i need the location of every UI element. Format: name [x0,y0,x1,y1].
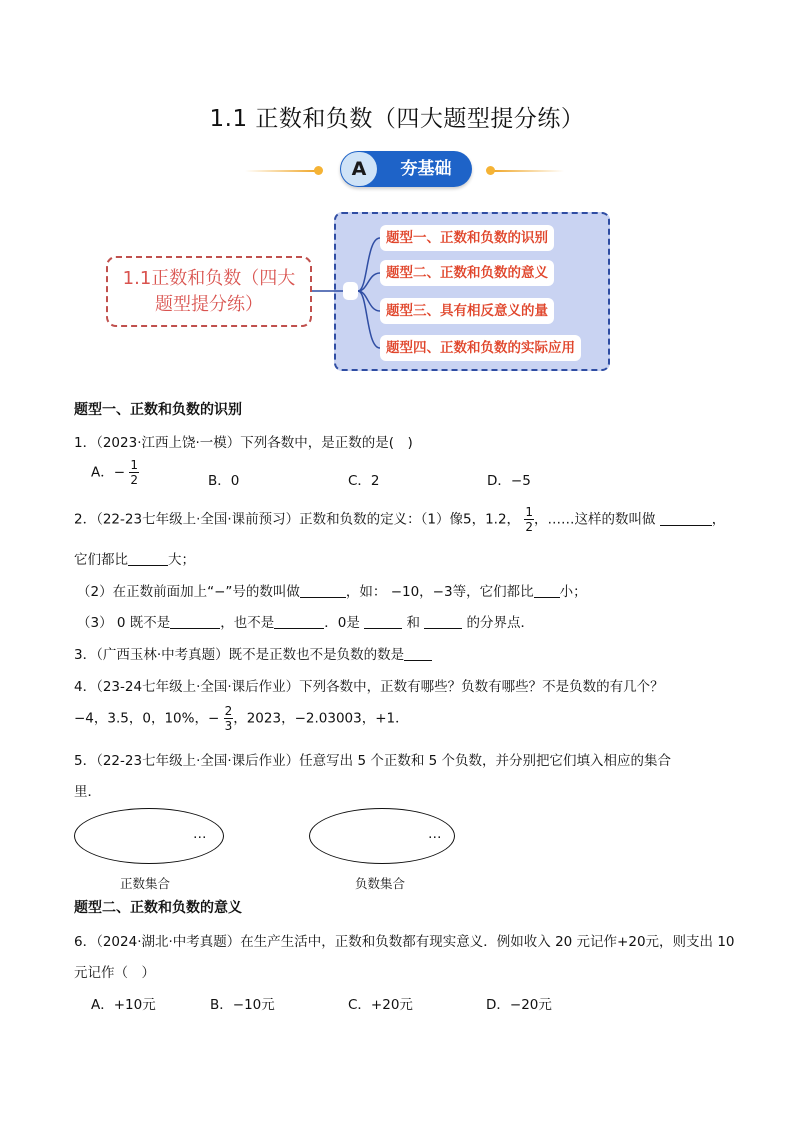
fraction-denominator: 2 [130,473,138,487]
q1-option-c: C．2 [348,473,380,489]
question-3 [74,643,432,663]
mindmap-node-type4: 题型四、正数和负数的实际应用 [380,335,581,361]
q2-line1-post: ，……这样的数叫做 [533,511,656,528]
q6-option-b: B．−10元 [210,997,275,1013]
answer-blank [364,614,402,629]
q2-line3-end: 小； [559,584,587,600]
q2-line1-end: ， [711,511,726,528]
q2-line4-end: 的分界点． [466,615,535,631]
answer-blank [534,583,560,598]
q2-line3-mid: ，如： [345,584,387,600]
q6-option-d: D．−20元 [486,997,552,1013]
negative-set-dots: … [428,826,442,842]
positive-set-dots: … [193,826,207,842]
question-2-line2 [74,548,195,568]
mindmap-node-type3: 题型三、具有相反意义的量 [380,298,554,324]
q2-line3-pre: （2）在正数前面加上“−”号的数叫做 [77,584,300,600]
q3-text: 3．（广西玉林·中考真题）既不是正数也不是负数的数是 [74,647,405,663]
mindmap-root [106,256,312,327]
page-title: 1.1 正数和负数（四大题型提分练） [209,106,585,132]
question-5-line2: 里． [74,784,101,800]
question-2-line3 [77,580,587,600]
q6-option-a: A．+10元 [91,997,156,1013]
question-2-line4 [77,611,534,631]
fraction-denominator: 3 [224,719,233,733]
negative-set-label: 负数集合 [355,876,406,891]
q4-numbers-pre: −4，3.5，0，10%，− [74,710,220,727]
q6-option-c: C．+20元 [348,997,413,1013]
q1-option-a-prefix: A．− [91,464,126,481]
mindmap-root-line1: 1.1正数和负数（四大 [122,268,296,289]
section1-heading: 题型一、正数和负数的识别 [74,402,242,418]
q2-fraction [524,505,534,534]
answer-blank [300,583,346,598]
mindmap-hub [343,282,358,300]
q2-line3-vals: −10，−3等，它们都比 [390,584,534,600]
q1-option-b: B．0 [208,473,240,489]
answer-blank [170,614,220,629]
question-4: 4．（23-24七年级上·全国·课后作业）下列各数中，正数有哪些？负数有哪些？不是负数的有几个？ [74,679,664,695]
q1-option-a-fraction [129,458,139,487]
question-5-line1: 5．（22-23七年级上·全国·课后作业）任意写出 5 个正数和 5 个负数，并分别把它们填入相应的集合 [74,753,671,769]
q2-line2-pre: 它们都比 [74,552,128,568]
fraction-denominator: 2 [525,520,533,534]
fraction-numerator: 1 [130,458,138,472]
answer-blank [424,614,462,629]
question-6-line1: 6．（2024·湖北·中考真题）在生产生活中，正数和负数都有现实意义．例如收入 20 元记作+20元，则支出 10 [74,934,735,950]
q4-numbers-post: ，2023，−2.03003，+1． [233,710,409,727]
answer-blank [128,551,168,566]
answer-blank [274,614,324,629]
q2-line2-post: 大； [168,552,195,568]
question-4-numbers [74,704,409,733]
mindmap-node-type2: 题型二、正数和负数的意义 [380,260,554,286]
answer-blank [404,646,432,661]
q2-line4-mid2: ．0是 [324,615,360,631]
banner-letter-badge: A [341,152,377,186]
q1-option-d: D．−5 [487,473,531,489]
mindmap-node-type1: 题型一、正数和负数的识别 [380,225,554,251]
fraction-numerator: 2 [224,704,233,718]
mindmap-root-line2: 题型提分练） [155,294,263,315]
q2-line4-mid1: ，也不是 [220,615,275,631]
question-6-line2: 元记作（ ） [74,965,155,981]
question-2-line1 [74,505,725,534]
question-1: 1．（2023·江西上饶·一模）下列各数中，是正数的是( ) [74,435,413,451]
q1-option-a [91,458,139,487]
section2-heading: 题型二、正数和负数的意义 [74,900,242,916]
banner-label: 夯基础 [400,159,452,179]
positive-set-label: 正数集合 [120,876,171,891]
fraction-numerator: 1 [525,505,533,519]
q2-line4-pre: （3） 0 既不是 [77,615,171,631]
q4-fraction [224,704,234,733]
q2-line1-pre: 2．（22-23七年级上·全国·课前预习）正数和负数的定义：（1）像5，1.2， [74,511,521,528]
q2-line4-mid3: 和 [406,615,420,631]
answer-blank [660,511,712,526]
